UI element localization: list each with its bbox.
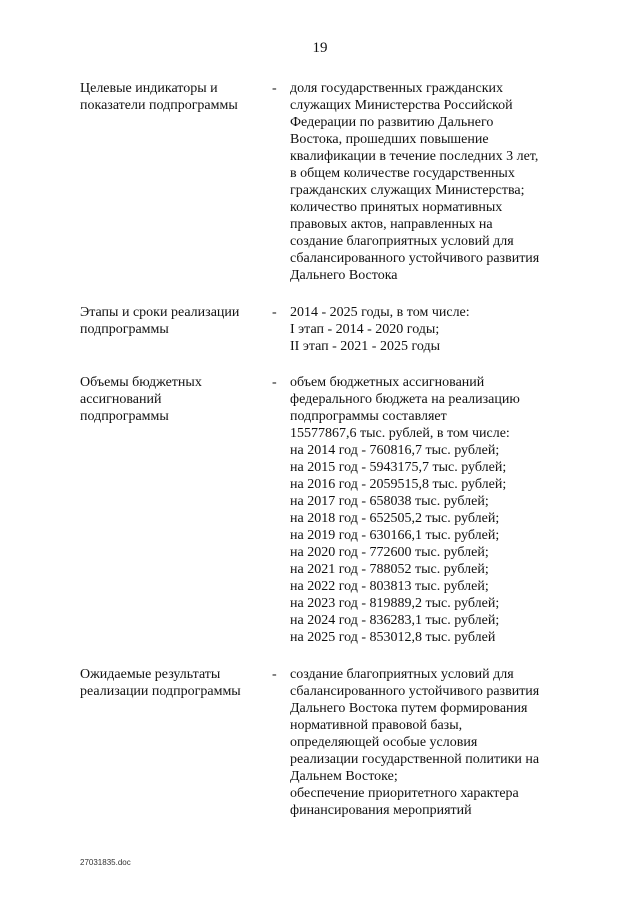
page-number: 19 [312,40,328,56]
section-label: Объемы бюджетных ассигнований подпрограммы [80,375,202,424]
section-dash: - [272,375,277,390]
section-content: доля государственных гражданских служащих Министерства Российской Федерации по развитию Дальнего Востока, прошедших повышение квалификации в течение последних 3 лет, в общем количестве государственных гражданских служащих Министерства; количество принятых нормативных правовых актов, направленных на создание благоприятных условий для сбалансированного устойчивого развития Дальнего Востока [290,81,540,283]
section-dash: - [272,305,277,320]
section-content: 2014 - 2025 годы, в том числе: I этап - 2014 - 2020 годы; II этап - 2021 - 2025 годы [290,305,470,354]
section-dash: - [272,667,277,682]
section-content: объем бюджетных ассигнований федерального бюджета на реализацию подпрограммы составляет 15577867,6 тыс. рублей, в том числе: на 2014 год - 760816,7 тыс. рублей; на 2015 год - 5943175,7 тыс. рублей; на 2016 год - 2059515,8 тыс. рублей; на 2017 год - 658038 тыс. рублей; на 2018 год - 652505,2 тыс. рублей; на 2019 год - 630166,1 тыс. рублей; на 2020 год - 772600 тыс. рублей; на 2021 год - 788052 тыс. рублей; на 2022 год - 803813 тыс. рублей; на 2023 год - 819889,2 тыс. рублей; на 2024 год - 836283,1 тыс. рублей; на 2025 год - 853012,8 тыс. рублей [290,375,520,645]
section-dash: - [272,81,277,96]
section-label: Ожидаемые результаты реализации подпрограммы [80,667,241,699]
section-label: Целевые индикаторы и показатели подпрограммы [80,81,238,113]
section-label: Этапы и сроки реализации подпрограммы [80,305,240,337]
footer-filename: 27031835.doc [80,858,131,867]
section-content: создание благоприятных условий для сбалансированного устойчивого развития Дальнего Востока путем формирования нормативной правовой базы, определяющей особые условия реализации государственной политики на Дальнем Востоке; обеспечение приоритетного характера финансирования мероприятий [290,667,540,818]
